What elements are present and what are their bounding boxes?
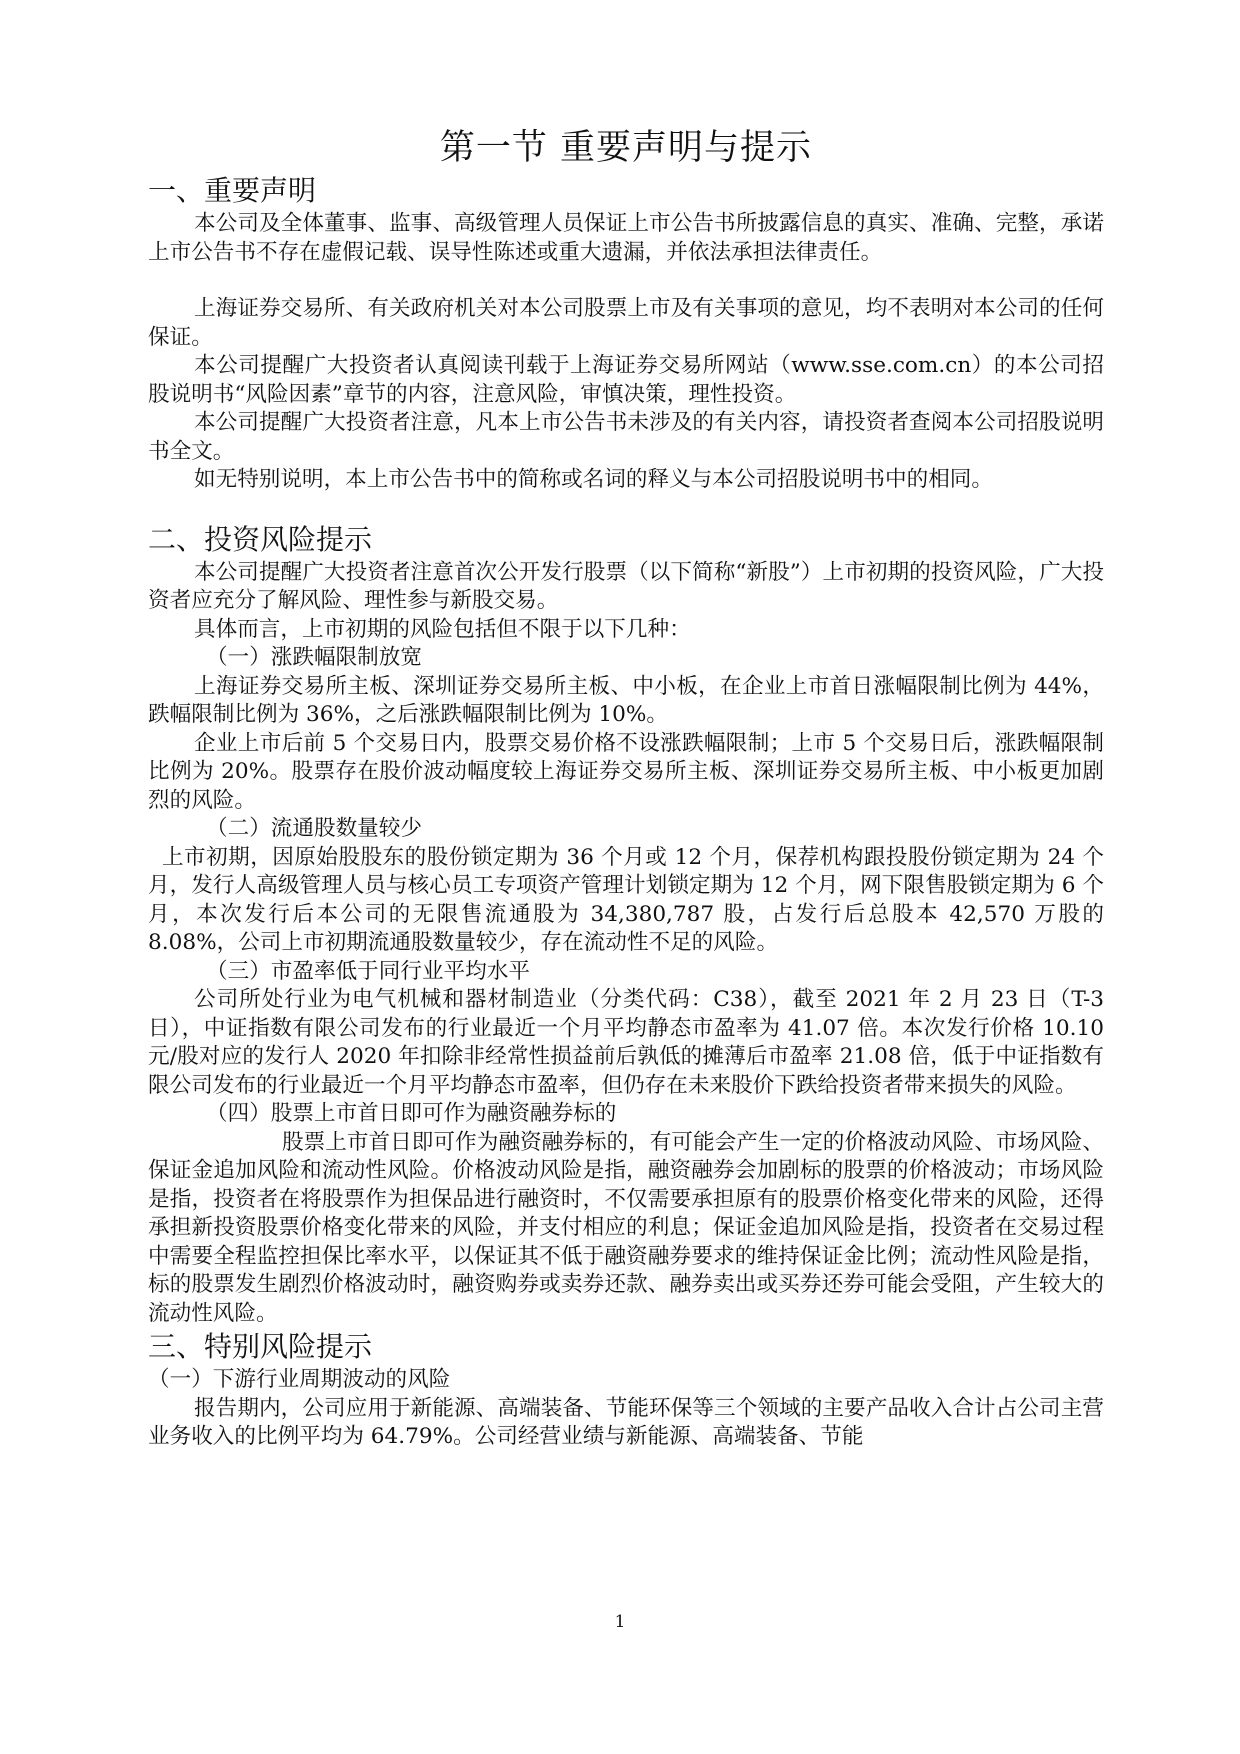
paragraph: 上海证券交易所、有关政府机关对本公司股票上市及有关事项的意见，均不表明对本公司的任何保证。 [148,296,1104,350]
page-content [148,124,1104,1452]
paragraph: 本公司提醒广大投资者认真阅读刊载于上海证券交易所网站（www.sse.com.cn）的本公司招股说明书“风险因素”章节的内容，注意风险，审慎决策，理性投资。 [148,353,1104,407]
paragraph: 如无特别说明，本上市公告书中的简称或名词的释义与本公司招股说明书中的相同。 [194,467,993,492]
paragraph: 上市初期，因原始股股东的股份锁定期为 36 个月或 12 个月，保荐机构跟投股份锁定期为 24 个月，发行人高级管理人员与核心员工专项资产管理计划锁定期为 12 个月，网下限售股锁定期为 6 个月，本次发行后本公司的无限售流通股为 34,380,787 股，占发行后总股本 42,570 万股的 8.08%，公司上市初期流通股数量较少，存在流动性不足的风险。 [148,844,1104,955]
paragraph: 报告期内，公司应用于新能源、高端装备、节能环保等三个领域的主要产品收入合计占公司主营业务收入的比例平均为 64.79%。公司经营业绩与新能源、高端装备、节能 [148,1395,1104,1449]
paragraph: 具体而言，上市初期的风险包括但不限于以下几种： [194,616,691,642]
paragraph: 上海证券交易所主板、深圳证券交易所主板、中小板，在企业上市首日涨幅限制比例为 44%，跌幅限制比例为 36%，之后涨跌幅限制比例为 10%。 [148,673,1104,727]
subsection-title: （一）下游行业周期波动的风险 [148,1367,451,1392]
subsection-title: （四）股票上市首日即可作为融资融券标的 [206,1101,617,1126]
paragraph: 公司所处行业为电气机械和器材制造业（分类代码：C38），截至 2021 年 2 月 23 日（T-3 日），中证指数有限公司发布的行业最近一个月平均静态市盈率为 41.07 倍。本次发行价格 10.10 元/股对应的发行人 2020 年扣除非经常性损益前后孰低的摊薄后市盈率 21.08 倍，低于中证指数有限公司发布的行业最近一个月平均静态市盈率，但仍存在未来股价下跌给投资者带来损失的风险。 [148,987,1104,1098]
spacer [148,495,1104,521]
subsection-title: （一）涨跌幅限制放宽 [206,645,422,670]
section-heading-investment-risk: 二、投资风险提示 [148,522,373,556]
paragraph: 本公司及全体董事、监事、高级管理人员保证上市公告书所披露信息的真实、准确、完整，承诺上市公告书不存在虚假记载、误导性陈述或重大遗漏，并依法承担法律责任。 [148,211,1104,265]
paragraph: 企业上市后前 5 个交易日内，股票交易价格不设涨跌幅限制；上市 5 个交易日后，涨跌幅限制比例为 20%。股票存在股价波动幅度较上海证券交易所主板、深圳证券交易所主板、中小板更加剧烈的风险。 [148,730,1104,813]
subsection-title: （二）流通股数量较少 [206,816,422,841]
section-heading-important-statement: 一、重要声明 [148,174,317,207]
section-heading-special-risk: 三、特别风险提示 [148,1330,373,1363]
paragraph: 本公司提醒广大投资者注意首次公开发行股票（以下简称“新股”）上市初期的投资风险，广大投资者应充分了解风险、理性参与新股交易。 [148,559,1104,613]
paragraph: 股票上市首日即可作为融资融券标的，有可能会产生一定的价格波动风险、市场风险、保证金追加风险和流动性风险。价格波动风险是指，融资融券会加剧标的股票的价格波动；市场风险是指，投资者在将股票作为担保品进行融资时，不仅需要承担原有的股票价格变化带来的风险，还得承担新投资股票价格变化带来的风险，并支付相应的利息；保证金追加风险是指，投资者在交易过程中需要全程监控担保比率水平，以保证其不低于融资融券要求的维持保证金比例；流动性风险是指，标的股票发生剧烈价格波动时，融资购券或卖券还款、融券卖出或买券还券可能会受阻，产生较大的流动性风险。 [148,1129,1104,1326]
paragraph: 本公司提醒广大投资者注意，凡本上市公告书未涉及的有关内容，请投资者查阅本公司招股说明书全文。 [148,410,1104,464]
spacer [148,267,1104,295]
page-number: 1 [614,1612,626,1632]
subsection-title: （三）市盈率低于同行业平均水平 [206,958,530,984]
page-title: 第一节 重要声明与提示 [439,128,813,168]
